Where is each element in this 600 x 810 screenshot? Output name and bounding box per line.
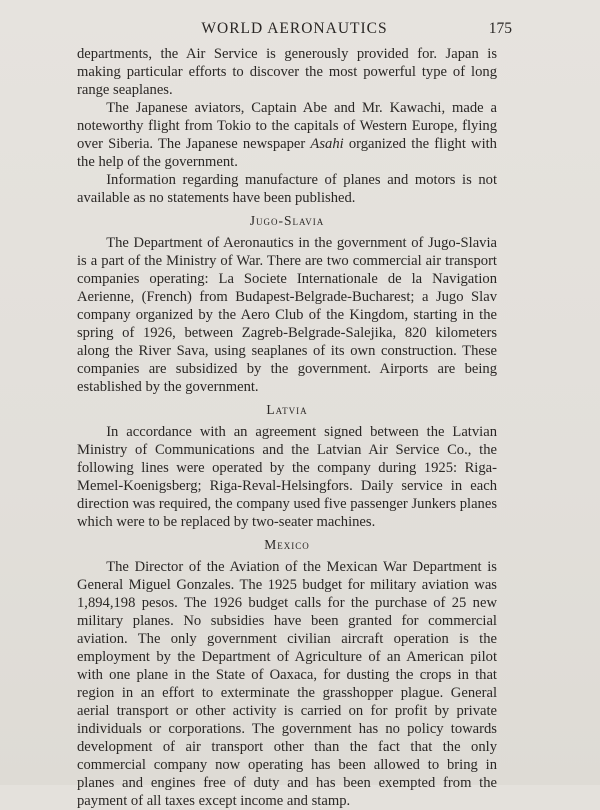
body-text [77,45,497,810]
japan-paragraph-1: departments, the Air Service is generously provided for. Japan is making particular efforts to discover the most powerful type of long range seaplanes. [77,46,497,98]
page-number: 175 [488,20,512,37]
japan-paragraph-2-text-a: The Japanese aviators, Captain Abe and Mr. Kawachi, made a noteworthy flight from Tokio to the capitals of Western Europe, flying over Siberia. The Japanese newspaper [77,100,497,152]
japan-paragraph-3: Information regarding manufacture of planes and motors is not available as no statements have been published. [77,172,497,206]
mexico-paragraph: The Director of the Aviation of the Mexican War Department is General Miguel Gonzales. The 1925 budget for military aviation was 1,894,198 pesos. The 1926 budget calls for the purchase of 25 new military planes. No subsidies have been granted for commercial aviation. The only government civilian aircraft operation is the employment by the Department of Agriculture of an American pilot with one plane in the State of Oaxaca, for dusting the crops in that region in an effort to exterminate the grasshopper plague. General aerial transport or other activity is carried on for profit by private individuals or corporations. The government has no policy towards development of air transport other than the fact that the only commercial company now operating has been allowed to bring in planes and engines free of duty and has been exempted from the payment of all taxes except income and stamp. [77,559,497,809]
jugo-slavia-paragraph: The Department of Aeronautics in the government of Jugo-Slavia is a part of the Ministry of War. There are two commercial air transport companies operating: La Societe Internationale de la Navigation Aerienne, (French) from Budapest-Belgrade-Bucharest; a Jugo Slav company organized by the Aero Club of the Kingdom, starting in the spring of 1926, between Zagreb-Belgrade-Salejika, 820 kilometers along the River Sava, using seaplanes of its own construction. These companies are subsidized by the government. Airports are being established by the government. [77,235,497,395]
running-title: WORLD AERONAUTICS [201,20,388,37]
running-head [77,18,512,40]
latvia-paragraph: In accordance with an agreement signed between the Latvian Ministry of Communications and the Latvian Air Service Co., the following lines were operated by the company during 1925: Riga-Memel-Koenigsberg; Riga-Reval-Helsingfors. Daily service in each direction was required, the company used five passenger Junkers planes which were to be replaced by two-seater machines. [77,424,497,530]
section-heading-mexico: Mexico [264,537,310,552]
section-heading-latvia: Latvia [266,402,308,417]
japan-paragraph-2 [77,99,497,171]
japan-paragraph-2-text-b: organized the flight with the help of the government. [77,136,497,170]
newspaper-name: Asahi [310,136,344,152]
section-heading-jugo-slavia: Jugo-Slavia [249,213,325,228]
